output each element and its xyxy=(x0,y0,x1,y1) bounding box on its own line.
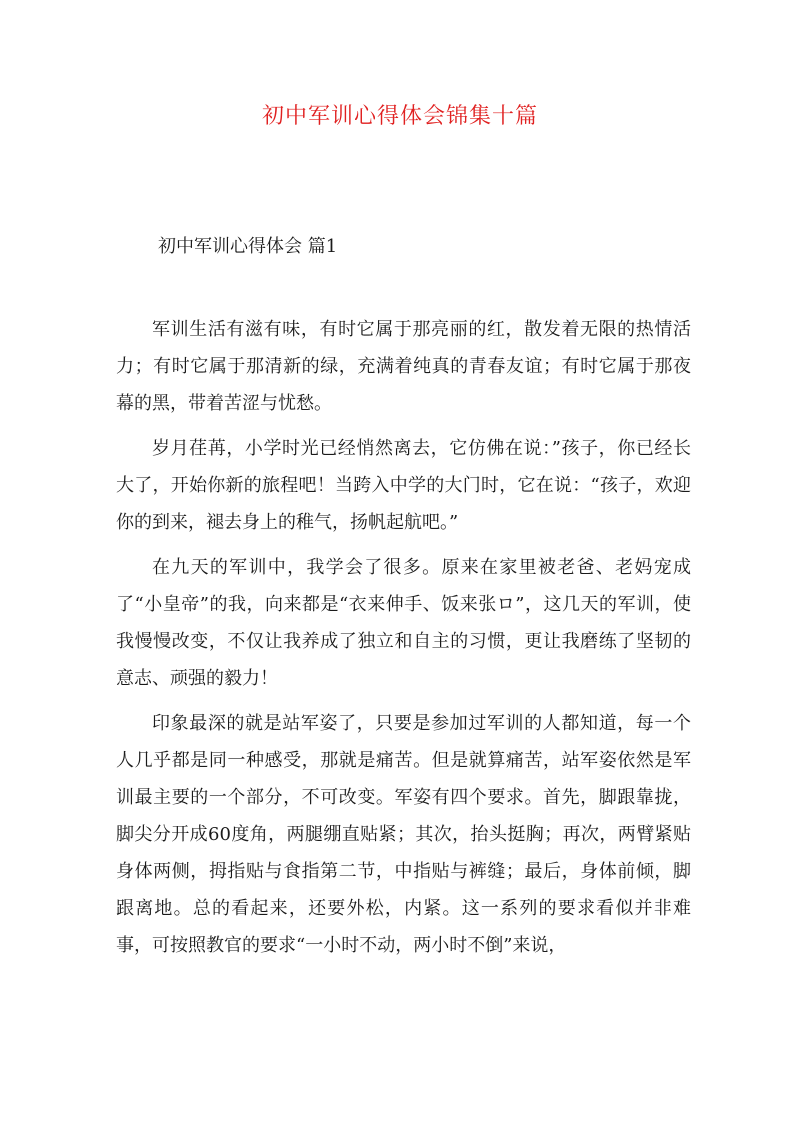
paragraph-3: 在九天的军训中，我学会了很多。原来在家里被老爸、老妈宠成了“小皇帝”的我，向来都是“衣来伸手、饭来张ロ”，这几天的军训，使我慢慢改变，不仅让我养成了独立和自主的习惯，更让我磨练了坚韧的意志、顽强的毅力！ xyxy=(116,557,691,689)
paragraph-4: 印象最深的就是站军姿了，只要是参加过军训的人都知道，每一个人几乎都是同一种感受，那就是痛苦。但是就算痛苦，站军姿依然是军训最主要的一个部分，不可改变。军姿有四个要求。首先，脚跟靠拢，脚尖分开成60度角，两腿绷直贴紧；其次，抬头挺胸；再次，两臂紧贴身体两侧，拇指贴与食指第二节，中指贴与裤缝；最后，身体前倾，脚跟离地。总的看起来，还要外松，内紧。这一系列的要求看似并非难事，可按照教官的要求“一小时不动，两小时不倒”来说， xyxy=(116,713,691,956)
document-body xyxy=(116,311,691,972)
section-heading: 初中军训心得体会 篇1 xyxy=(158,236,338,257)
paragraph-1: 军训生活有滋有味，有时它属于那亮丽的红，散发着无限的热情活力；有时它属于那清新的绿，充满着纯真的青春友谊；有时它属于那夜幕的黑，带着苦涩与忧愁。 xyxy=(116,319,691,414)
document-title: 初中军训心得体会锦集十篇 xyxy=(261,104,538,129)
paragraph-2: 岁月荏苒，小学时光已经悄然离去，它仿佛在说：”孩子，你已经长大了，开始你新的旅程吧！当跨入中学的大门时，它在说：“孩子，欢迎你的到来，褪去身上的稚气，扬帆起航吧。” xyxy=(116,438,691,533)
